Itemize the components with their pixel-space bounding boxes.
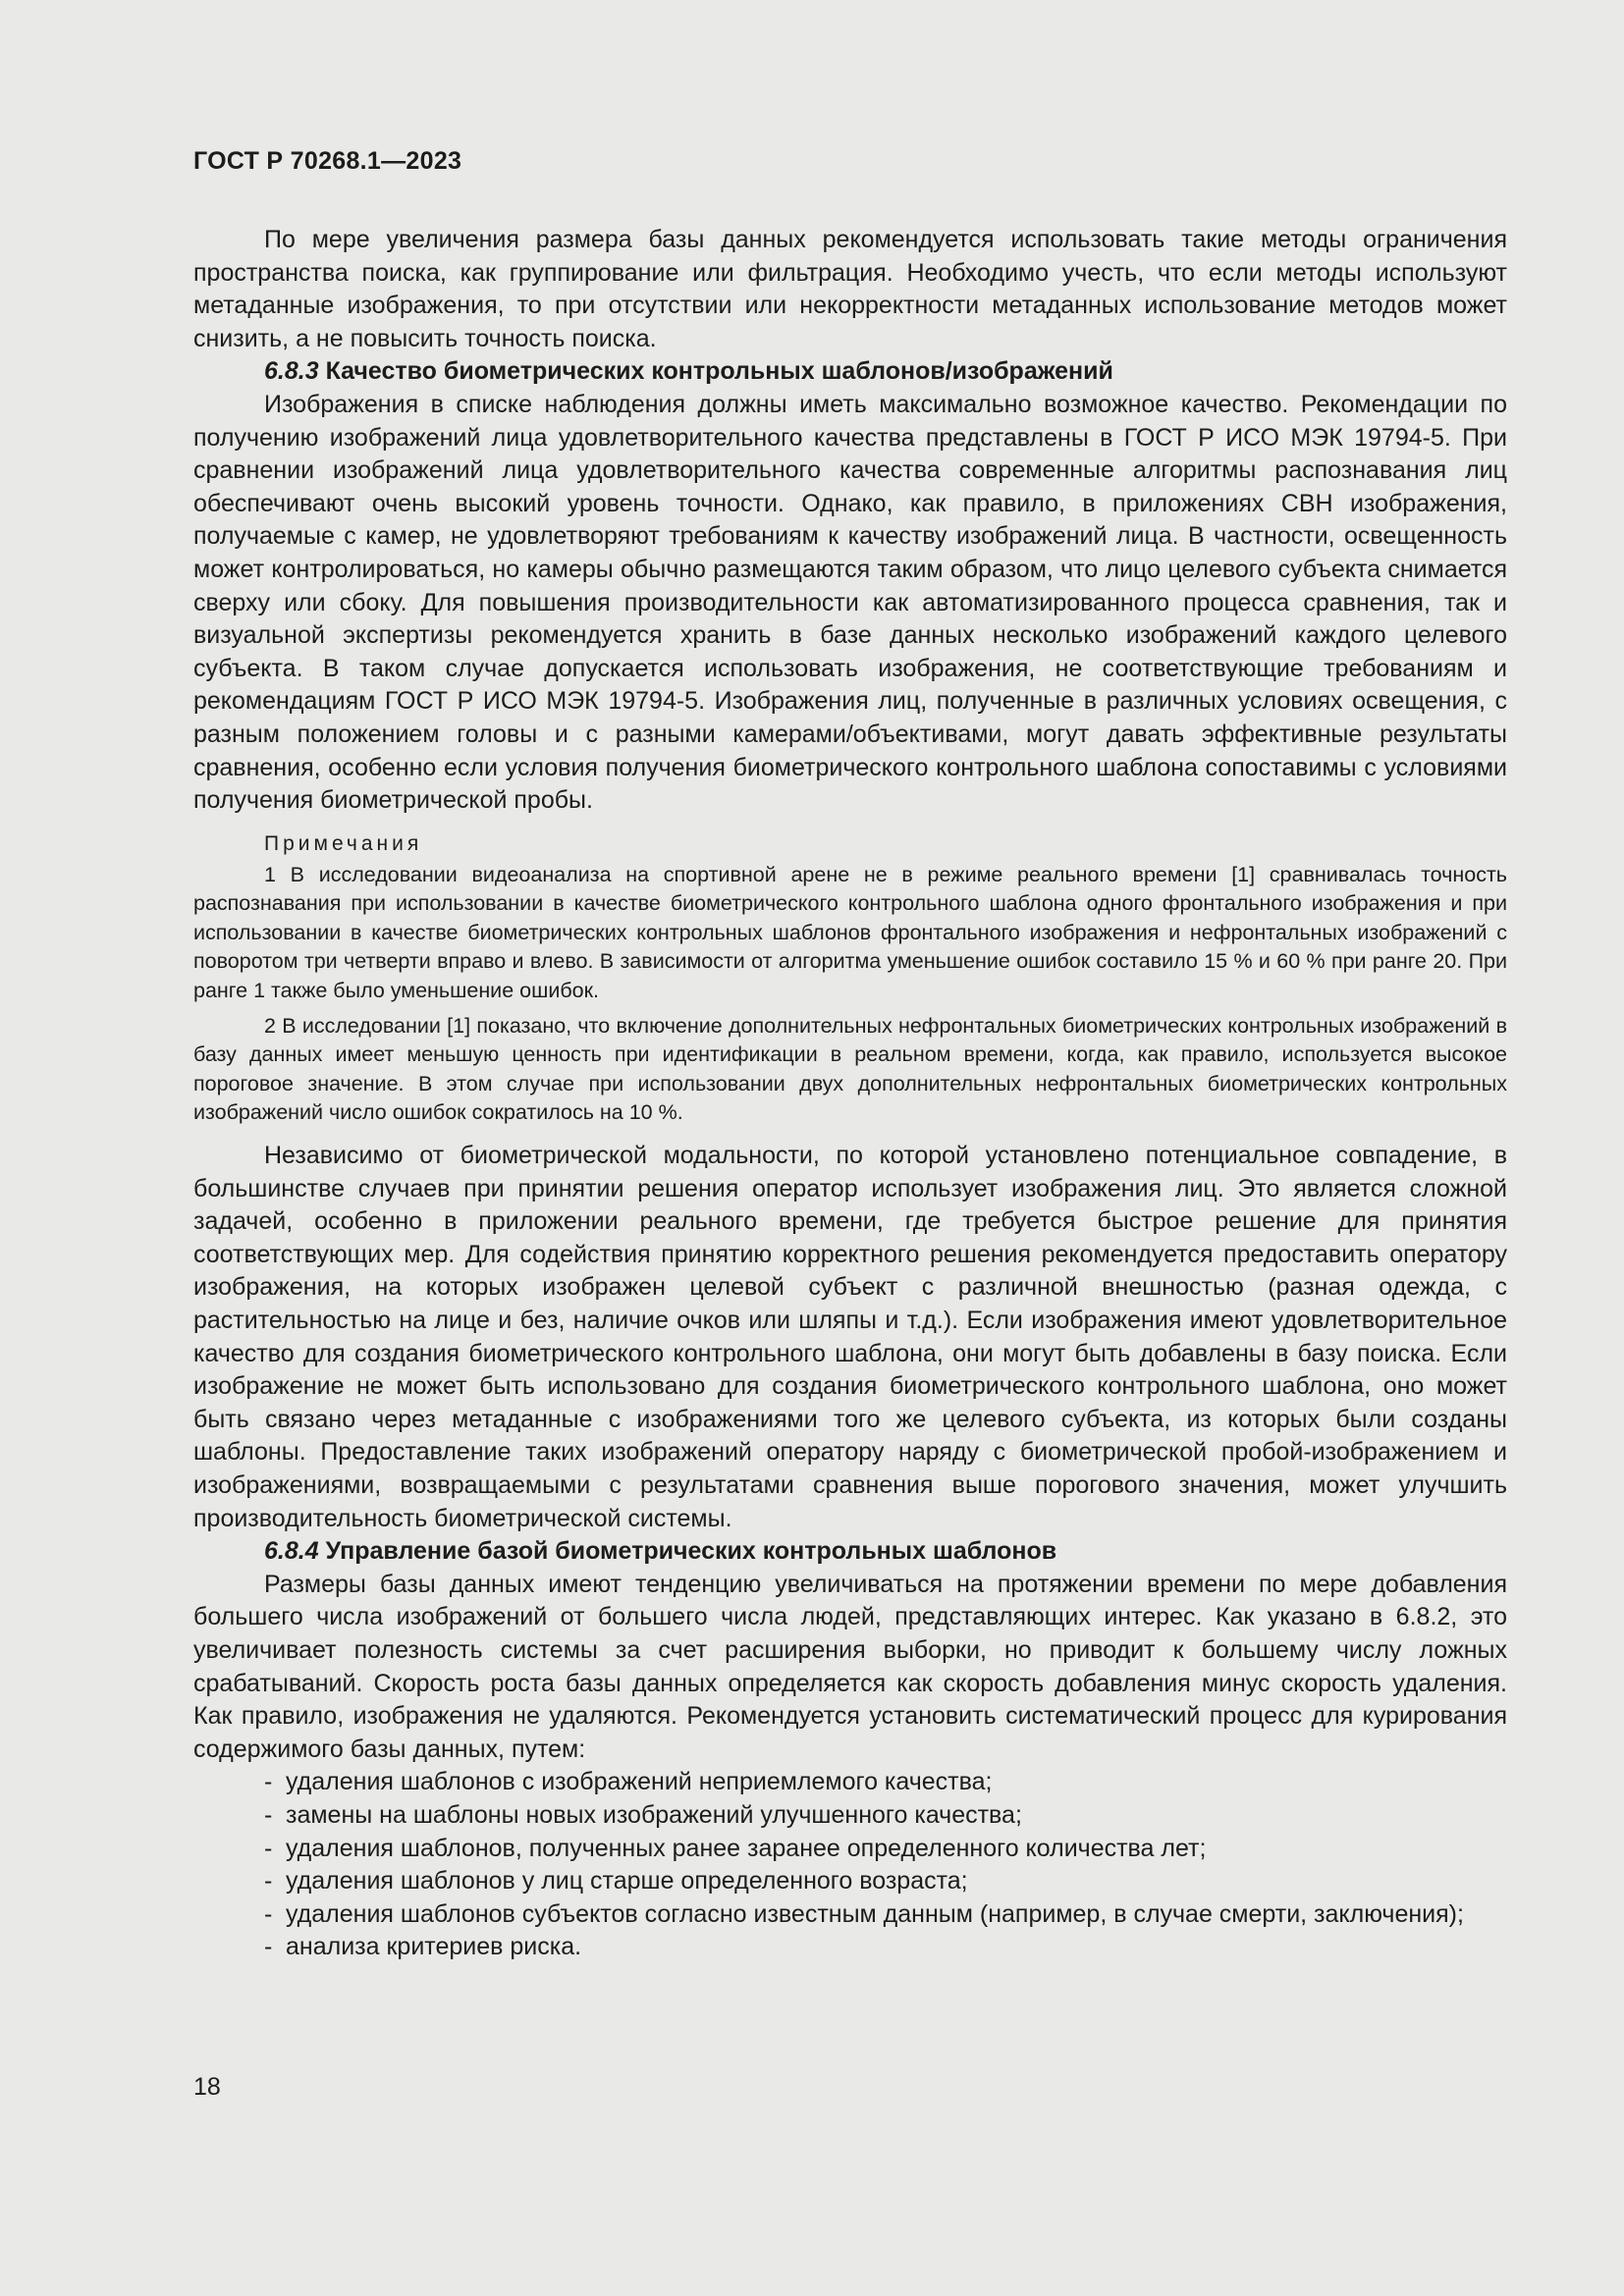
list-dash: -	[264, 1933, 273, 1961]
page-number: 18	[193, 2073, 221, 2101]
paragraph-operator-decision: Независимо от биометрической модальности, по которой установлено потенциальное совпадение, в большинстве случаев при принятии решения оператор использует изображения лиц. Это является сложной задачей, особенно в приложении реального времени, где требуется быстрое решение для принятия соответствующих мер. Для содействия принятию корректного решения рекомендуется предоставить оператору изображения, на которых изображен целевой субъект с различной внешностью (разная одежда, с растительностью на лице и без, наличие очков или шляпы и т.д.). Если изображения имеют удовлетворительное качество для создания биометрического контрольного шаблона, они могут быть добавлены в базу поиска. Если изображение не может быть использовано для создания биометрического контрольного шаблона, оно может быть связано через метаданные с изображениями того же целевого субъекта, из которых были созданы шаблоны. Предоставление таких изображений оператору наряду с биометрической пробой-изображением и изображениями, возвращаемыми с результатами сравнения выше порогового значения, может улучшить производительность биометрической системы.	[193, 1142, 1507, 1532]
paragraph-search-space: По мере увеличения размера базы данных рекомендуется использовать такие методы ограничения пространства поиска, как группирование или фильтрация. Необходимо учесть, что если методы используют метаданные изображения, то при отсутствии или некорректности метаданных использование методов может снизить, а не повысить точность поиска.	[193, 226, 1507, 352]
list-dash: -	[264, 1768, 273, 1796]
list-item	[193, 1799, 1507, 1833]
list-item	[193, 1766, 1507, 1799]
section-heading-6-8-4	[193, 1535, 1507, 1569]
note-2: 2 В исследовании [1] показано, что включение дополнительных нефронтальных биометрических контрольных изображений в базу данных имеет меньшую ценность при идентификации в реальном времени, когда, как правило, используется высокое пороговое значение. В этом случае при использовании двух дополнительных нефронтальных биометрических контрольных изображений число ошибок сократилось на 10 %.	[193, 1013, 1507, 1125]
section-number: 6.8.3	[264, 357, 319, 386]
paragraph-image-quality: Изображения в списке наблюдения должны иметь максимально возможное качество. Рекомендации по получению изображений лица удовлетворительного качества представлены в ГОСТ Р ИСО МЭК 19794-5. При сравнении изображений лица удовлетворительного качества современные алгоритмы распознавания лиц обеспечивают очень высокий уровень точности. Однако, как правило, в приложениях СВН изображения, получаемые с камер, не удовлетворяют требованиям к качеству изображений лица. В частности, освещенность может контролироваться, но камеры обычно размещаются таким образом, что лицо целевого субъекта снимается сверху или сбоку. Для повышения производительности как автоматизированного процесса сравнения, так и визуальной экспертизы рекомендуется хранить в базе данных несколько изображений каждого целевого субъекта. В таком случае допускается использовать изображения, не соответствующие требованиям и рекомендациям ГОСТ Р ИСО МЭК 19794-5. Изображения лиц, полученные в различных условиях освещения, с разным положением головы и с разными камерами/объективами, могут давать эффективные результаты сравнения, особенно если условия получения биометрического контрольного шаблона сопоставимы с условиями получения биометрической пробы.	[193, 390, 1507, 815]
list-item	[193, 1833, 1507, 1866]
list-dash: -	[264, 1800, 273, 1829]
list-item-text: удаления шаблонов с изображений неприемлемого качества;	[286, 1768, 993, 1796]
list-item-text: удаления шаблонов, полученных ранее заранее определенного количества лет;	[286, 1834, 1207, 1862]
note-1: 1 В исследовании видеоанализа на спортивной арене не в режиме реального времени [1] сравнивалась точность распознавания при использовании в качестве биометрического контрольного шаблона одного фронтального изображения и при использовании в качестве биометрических контрольных шаблонов фронтального изображения и нефронтальных изображений с поворотом три четверти вправо и влево. В зависимости от алгоритма уменьшение ошибок составило 15 % и 60 % при ранге 20. При ранге 1 также было уменьшение ошибок.	[193, 862, 1507, 1003]
list-item-text: анализа критериев риска.	[286, 1933, 582, 1961]
notes-title: Примечания	[264, 831, 423, 855]
document-header: ГОСТ Р 70268.1—2023	[193, 147, 462, 175]
list-item-text: удаления шаблонов субъектов согласно известным данным (например, в случае смерти, заключения);	[286, 1899, 1464, 1928]
list-dash: -	[264, 1899, 273, 1928]
list-item-text: удаления шаблонов у лиц старше определенного возраста;	[286, 1867, 968, 1896]
curation-list	[193, 1766, 1507, 1964]
section-title: Качество биометрических контрольных шаблонов/изображений	[325, 357, 1113, 386]
page-body	[193, 224, 1507, 1964]
section-heading-6-8-3	[193, 355, 1507, 389]
list-dash: -	[264, 1867, 273, 1896]
list-item	[193, 1931, 1507, 1964]
list-item	[193, 1898, 1507, 1932]
paragraph-database-management: Размеры базы данных имеют тенденцию увеличиваться на протяжении времени по мере добавления большего числа изображений от большего числа людей, представляющих интерес. Как указано в 6.8.2, это увеличивает полезность системы за счет расширения выборки, но приводит к большему числу ложных срабатываний. Скорость роста базы данных определяется как скорость добавления минус скорость удаления. Как правило, изображения не удаляются. Рекомендуется установить систематический процесс для курирования содержимого базы данных, путем:	[193, 1570, 1507, 1763]
section-title: Управление базой биометрических контрольных шаблонов	[325, 1537, 1057, 1566]
list-item	[193, 1865, 1507, 1898]
section-number: 6.8.4	[264, 1537, 319, 1566]
list-item-text: замены на шаблоны новых изображений улучшенного качества;	[286, 1800, 1022, 1829]
list-dash: -	[264, 1834, 273, 1862]
